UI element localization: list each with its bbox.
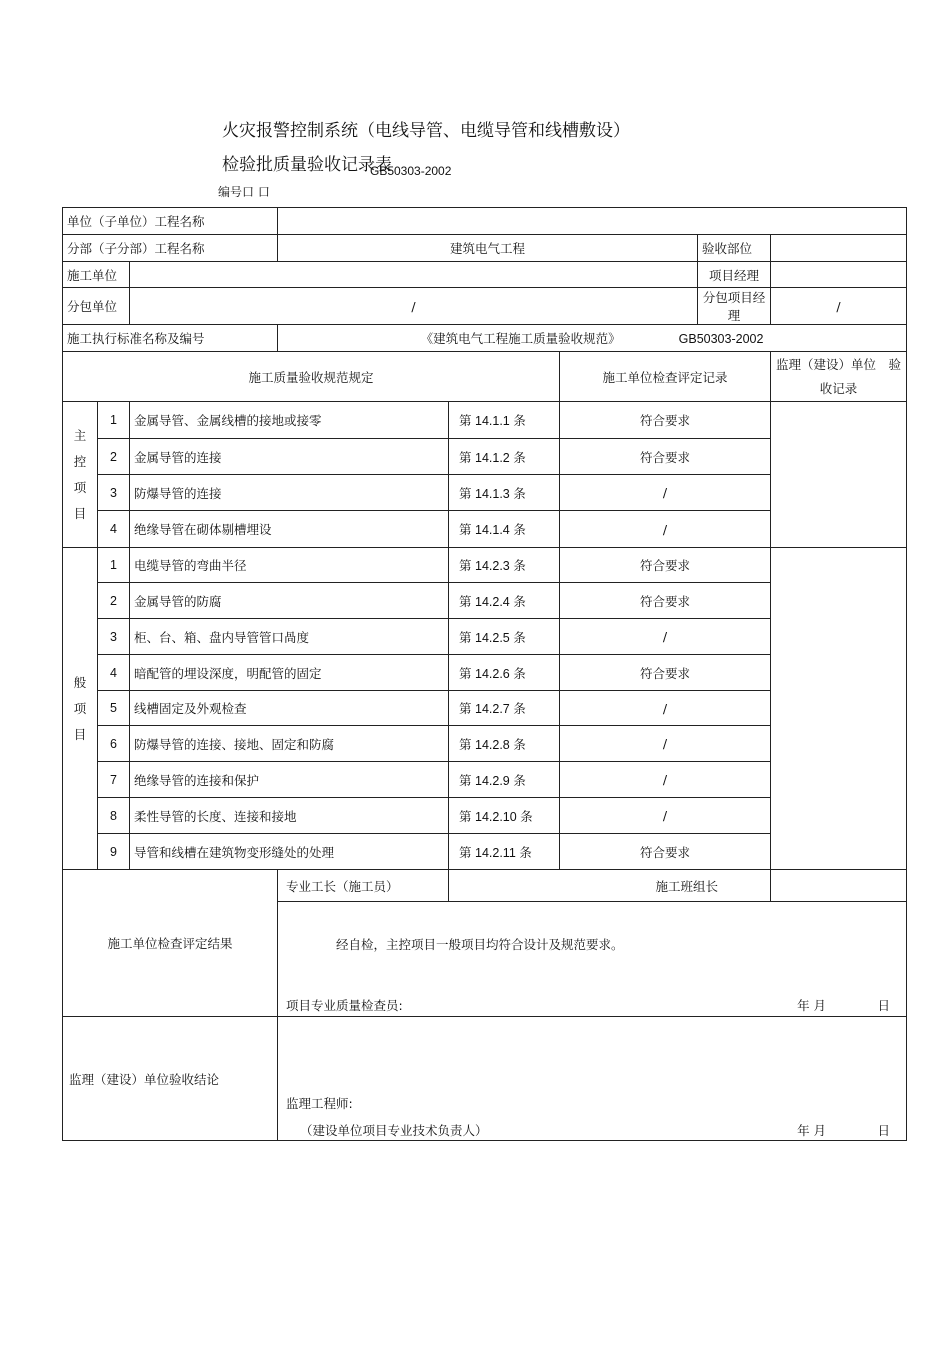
item-check-result[interactable]: 符合要求: [560, 548, 771, 583]
subcontractor-value[interactable]: /: [130, 288, 698, 325]
standard-name: 《建筑电气工程施工质量验收规范》: [420, 331, 621, 346]
item-clause: 第 14.2.4 条: [449, 583, 560, 619]
item-number: 9: [98, 834, 130, 870]
item-number: 2: [98, 583, 130, 619]
item-description: 柔性导管的长度、连接和接地: [130, 798, 449, 834]
item-number: 5: [98, 691, 130, 726]
item-description: 防爆导管的连接: [130, 475, 449, 511]
item-description: 导管和线槽在建筑物变形缝处的处理: [130, 834, 449, 870]
item-number: 3: [98, 619, 130, 655]
item-number: 8: [98, 798, 130, 834]
acceptance-part-label: 验收部位: [698, 235, 771, 262]
project-manager-value[interactable]: [771, 262, 907, 288]
item-check-result[interactable]: 符合要求: [560, 402, 771, 439]
item-number: 2: [98, 439, 130, 475]
supervision-header-line2: 收记录: [819, 380, 858, 396]
column-check-header: 施工单位检查评定记录: [560, 352, 771, 402]
item-clause: 第 14.2.7 条: [449, 691, 560, 726]
inspection-record-table: [62, 207, 907, 1141]
standard-label: 施工执行标准名称及编号: [63, 325, 278, 352]
item-check-result[interactable]: /: [560, 619, 771, 655]
item-clause: 第 14.2.10 条: [449, 798, 560, 834]
item-check-result[interactable]: 符合要求: [560, 583, 771, 619]
item-number: 4: [98, 655, 130, 691]
item-description: 金属导管、金属线槽的接地或接零: [130, 402, 449, 439]
column-supervision-header: [771, 352, 907, 402]
general-items-label-line2: 目: [73, 726, 87, 742]
info-row-contractor: [63, 262, 907, 288]
item-number: 4: [98, 511, 130, 548]
item-clause: 第 14.2.11 条: [449, 834, 560, 870]
contractor-signature-row: [63, 870, 907, 902]
inspector-signature-line: [286, 996, 898, 1014]
sub-project-manager-value[interactable]: /: [771, 288, 907, 325]
item-description: 电缆导管的弯曲半径: [130, 548, 449, 583]
main-items-label: [63, 402, 98, 548]
item-number: 1: [98, 548, 130, 583]
division-value[interactable]: 建筑电气工程: [278, 235, 698, 262]
info-row-division: [63, 235, 907, 262]
contractor-label: 施工单位: [63, 262, 130, 288]
item-number: 6: [98, 726, 130, 762]
info-row-subcontractor: [63, 288, 907, 325]
item-description: 线槽固定及外观检查: [130, 691, 449, 726]
item-check-result[interactable]: 符合要求: [560, 439, 771, 475]
contractor-value[interactable]: [130, 262, 698, 288]
team-leader-label: 施工班组长: [449, 870, 771, 902]
inspector-label: 项目专业质量检查员:: [286, 998, 403, 1013]
unit-project-label: 单位（子单位）工程名称: [63, 208, 278, 235]
item-description: 金属导管的防腐: [130, 583, 449, 619]
item-check-result[interactable]: 符合要求: [560, 655, 771, 691]
project-manager-label: 项目经理: [698, 262, 771, 288]
standard-code: GB50303-2002: [370, 164, 452, 178]
item-description: 绝缘导管在砌体剔槽埋设: [130, 511, 449, 548]
acceptance-part-value[interactable]: [771, 235, 907, 262]
item-clause: 第 14.1.4 条: [449, 511, 560, 548]
contractor-result-label: 施工单位检查评定结果: [63, 870, 278, 1017]
subcontractor-label: 分包单位: [63, 288, 130, 325]
item-clause: 第 14.2.9 条: [449, 762, 560, 798]
item-number: 1: [98, 402, 130, 439]
contractor-date-year-month: 年 月: [797, 998, 827, 1013]
document-number: 编号口 口: [218, 185, 270, 199]
item-description: 防爆导管的连接、接地、固定和防腐: [130, 726, 449, 762]
contractor-conclusion-cell[interactable]: [278, 902, 907, 1017]
owner-rep-signature-line: [300, 1121, 898, 1139]
supervision-header-line1: 监理（建设）单位 验: [776, 356, 902, 372]
info-row-unit-project: [63, 208, 907, 235]
supervision-conclusion-row: [63, 1017, 907, 1141]
info-row-standard: [63, 325, 907, 352]
owner-rep-label: （建设单位项目专业技术负责人）: [300, 1123, 488, 1138]
supervision-engineer-label: 监理工程师:: [286, 1096, 353, 1111]
item-clause: 第 14.2.8 条: [449, 726, 560, 762]
item-description: 绝缘导管的连接和保护: [130, 762, 449, 798]
item-check-result[interactable]: /: [560, 691, 771, 726]
item-description: 金属导管的连接: [130, 439, 449, 475]
team-leader-value[interactable]: [771, 870, 907, 902]
item-number: 7: [98, 762, 130, 798]
general-items-supervision-cell[interactable]: [771, 548, 907, 870]
form-title-line2: 检验批质量验收记录表: [222, 155, 392, 175]
supervision-conclusion-cell[interactable]: [278, 1017, 907, 1141]
general-items-label-line1: 般 项: [73, 674, 87, 716]
main-item-row: [63, 402, 907, 439]
item-check-result[interactable]: 符合要求: [560, 834, 771, 870]
item-clause: 第 14.2.3 条: [449, 548, 560, 583]
supervision-date-day: 日: [877, 1123, 891, 1138]
item-description: 柜、台、箱、盘内导管管口咼度: [130, 619, 449, 655]
contractor-conclusion-text: 经自检，主控项目一般项目均符合设计及规范要求。: [336, 937, 624, 952]
main-items-label-line2: 项 目: [73, 479, 87, 521]
column-header-row: [63, 352, 907, 402]
supervision-date-year-month: 年 月: [797, 1123, 827, 1138]
foreman-label: 专业工长（施工员）: [278, 870, 449, 902]
main-items-supervision-cell[interactable]: [771, 402, 907, 548]
item-clause: 第 14.1.3 条: [449, 475, 560, 511]
supervision-result-label: 监理（建设）单位验收结论: [63, 1017, 278, 1141]
standard-value: [278, 325, 907, 352]
item-check-result[interactable]: /: [560, 511, 771, 548]
item-clause: 第 14.1.1 条: [449, 402, 560, 439]
item-clause: 第 14.2.6 条: [449, 655, 560, 691]
item-check-result[interactable]: /: [560, 762, 771, 798]
item-check-result[interactable]: /: [560, 798, 771, 834]
item-check-result[interactable]: /: [560, 726, 771, 762]
column-spec-header: 施工质量验收规范规定: [63, 352, 560, 402]
item-description: 暗配管的埋设深度，明配管的固定: [130, 655, 449, 691]
sub-project-manager-label: 分包项目经理: [698, 288, 771, 325]
item-number: 3: [98, 475, 130, 511]
contractor-date-day: 日: [877, 998, 891, 1013]
general-items-label: [63, 548, 98, 870]
item-check-result[interactable]: /: [560, 475, 771, 511]
unit-project-value[interactable]: [278, 208, 907, 235]
item-clause: 第 14.2.5 条: [449, 619, 560, 655]
main-items-label-line1: 主 控: [73, 427, 87, 469]
form-title-line1: 火灾报警控制系统（电线导管、电缆导管和线槽敷设）: [222, 121, 630, 141]
general-item-row: [63, 548, 907, 583]
item-clause: 第 14.1.2 条: [449, 439, 560, 475]
division-label: 分部（子分部）工程名称: [63, 235, 278, 262]
standard-number: GB50303-2002: [678, 332, 764, 346]
